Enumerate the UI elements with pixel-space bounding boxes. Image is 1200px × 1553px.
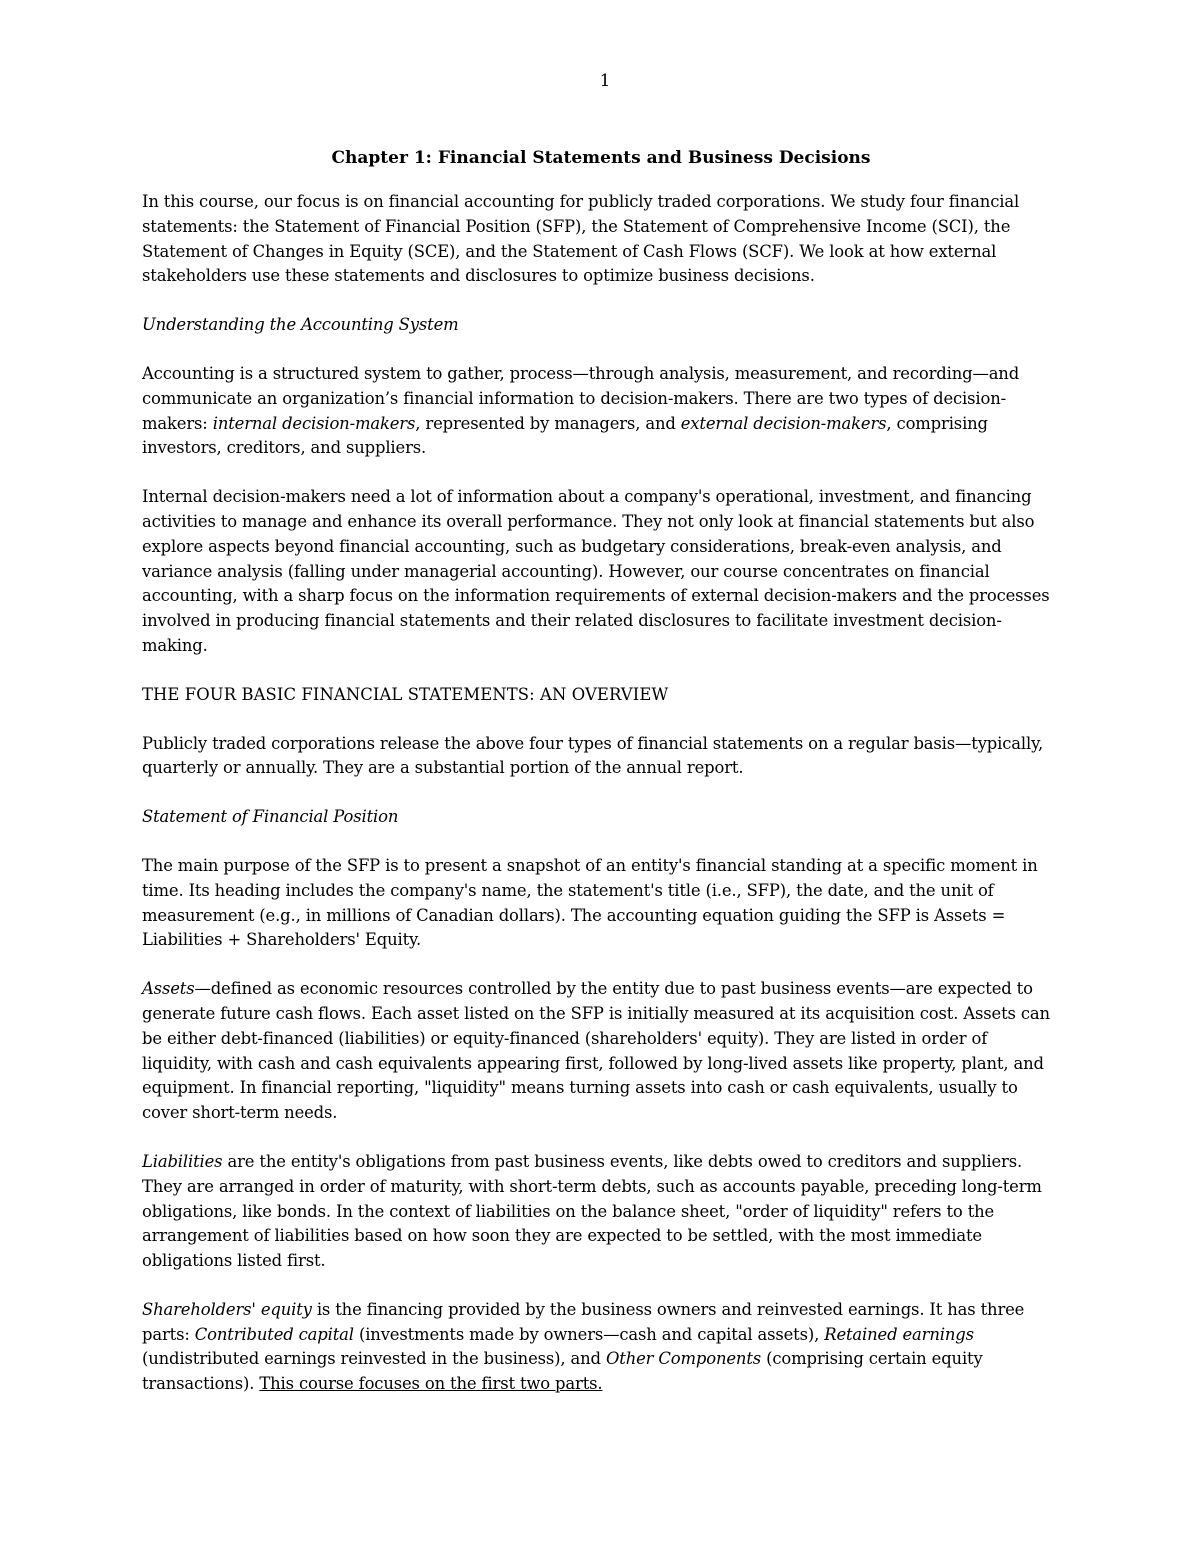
text-segment: (investments made by owners—cash and capital assets), xyxy=(353,1324,825,1344)
chapter-title: Chapter 1: Financial Statements and Business Decisions xyxy=(331,148,871,168)
term-shareholders-equity: Shareholders' equity xyxy=(142,1299,312,1319)
section-heading-overview: THE FOUR BASIC FINANCIAL STATEMENTS: AN OVERVIEW xyxy=(142,684,669,704)
intro-paragraph: In this course, our focus is on financial accounting for publicly traded corporations. We study four financial statements: the Statement of Financial Position (SFP), the Statement of Comprehensive Income (SCI), the Statement of Changes in Equity (SCE), and the Statement of Cash Flows (SCF). We look at how external stakeholders use these statements and disclosures to optimize business decisions. xyxy=(142,192,1020,286)
text-segment: (undistributed earnings reinvested in the business), and xyxy=(142,1349,606,1369)
paragraph-overview: Publicly traded corporations release the above four types of financial statements on a regular basis—typically, quarterly or annually. They are a substantial portion of the annual report. xyxy=(142,733,1044,778)
term-liabilities: Liabilities xyxy=(142,1151,223,1171)
text-segment: , represented by managers, and xyxy=(415,413,681,433)
section-heading-sfp: Statement of Financial Position xyxy=(142,807,399,827)
text-segment: (comprising certain equity transactions). xyxy=(142,1349,983,1394)
paragraph-liabilities xyxy=(142,1150,1060,1274)
term-assets: Assets xyxy=(142,979,195,999)
paragraph-internal-decision-makers: Internal decision-makers need a lot of information about a company's operational, investment, and financing activities to manage and enhance its overall performance. They not only look at financial statements but also explore aspects beyond financial accounting, such as budgetary considerations, break-even analysis, and variance analysis (falling under managerial accounting). However, our course concentrates on financial accounting, with a sharp focus on the information requirements of external decision-makers and the processes involved in producing financial statements and their related disclosures to facilitate investment decision-making. xyxy=(142,487,1050,655)
text-segment: —defined as economic resources controlled by the entity due to past business events—are expected to generate future cash flows. Each asset listed on the SFP is initially measured at its acquisition cost. Assets can be either debt-financed (liabilities) or equity-financed (shareholders' equity). They are listed in order of liquidity, with cash and cash equivalents appearing first, followed by long-lived assets like property, plant, and equipment. In financial reporting, "liquidity" means turning assets into cash or cash equivalents, usually to cover short-term needs. xyxy=(142,979,1050,1123)
term-other-components: Other Components xyxy=(605,1349,762,1369)
document-page xyxy=(142,70,1060,1421)
text-segment: , comprising investors, creditors, and suppliers. xyxy=(142,413,988,458)
term-internal-decision-makers: internal decision-makers xyxy=(212,413,416,433)
term-contributed-capital: Contributed capital xyxy=(194,1324,354,1344)
paragraph-sfp-purpose: The main purpose of the SFP is to present a snapshot of an entity's financial standing at a specific moment in time. Its heading includes the company's name, the statement's title (i.e., SFP), the date, and the unit of measurement (e.g., in millions of Canadian dollars). The accounting equation guiding the SFP is Assets = Liabilities + Shareholders' Equity. xyxy=(142,855,1038,950)
paragraph-accounting-definition xyxy=(142,362,1060,461)
page-number: 1 xyxy=(599,71,611,91)
term-external-decision-makers: external decision-makers xyxy=(680,413,887,433)
paragraph-assets xyxy=(142,977,1060,1126)
term-retained-earnings: Retained earnings xyxy=(824,1324,974,1344)
section-heading-accounting-system: Understanding the Accounting System xyxy=(142,315,459,335)
underlined-course-focus: This course focuses on the first two parts. xyxy=(259,1374,603,1394)
text-segment: Accounting is a structured system to gather, process—through analysis, measurement, and recording—and communicate an organization’s financial information to decision-makers. There are two types of decision-makers: xyxy=(142,363,1020,433)
paragraph-shareholders-equity xyxy=(142,1298,1060,1397)
text-segment: is the financing provided by the business owners and reinvested earnings. It has three parts: xyxy=(142,1299,1025,1344)
text-segment: are the entity's obligations from past business events, like debts owed to creditors and suppliers. They are arranged in order of maturity, with short-term debts, such as accounts payable, preceding long-term obligations, like bonds. In the context of liabilities on the balance sheet, "order of liquidity" refers to the arrangement of liabilities based on how soon they are expected to be settled, with the most immediate obligations listed first. xyxy=(142,1151,1042,1271)
